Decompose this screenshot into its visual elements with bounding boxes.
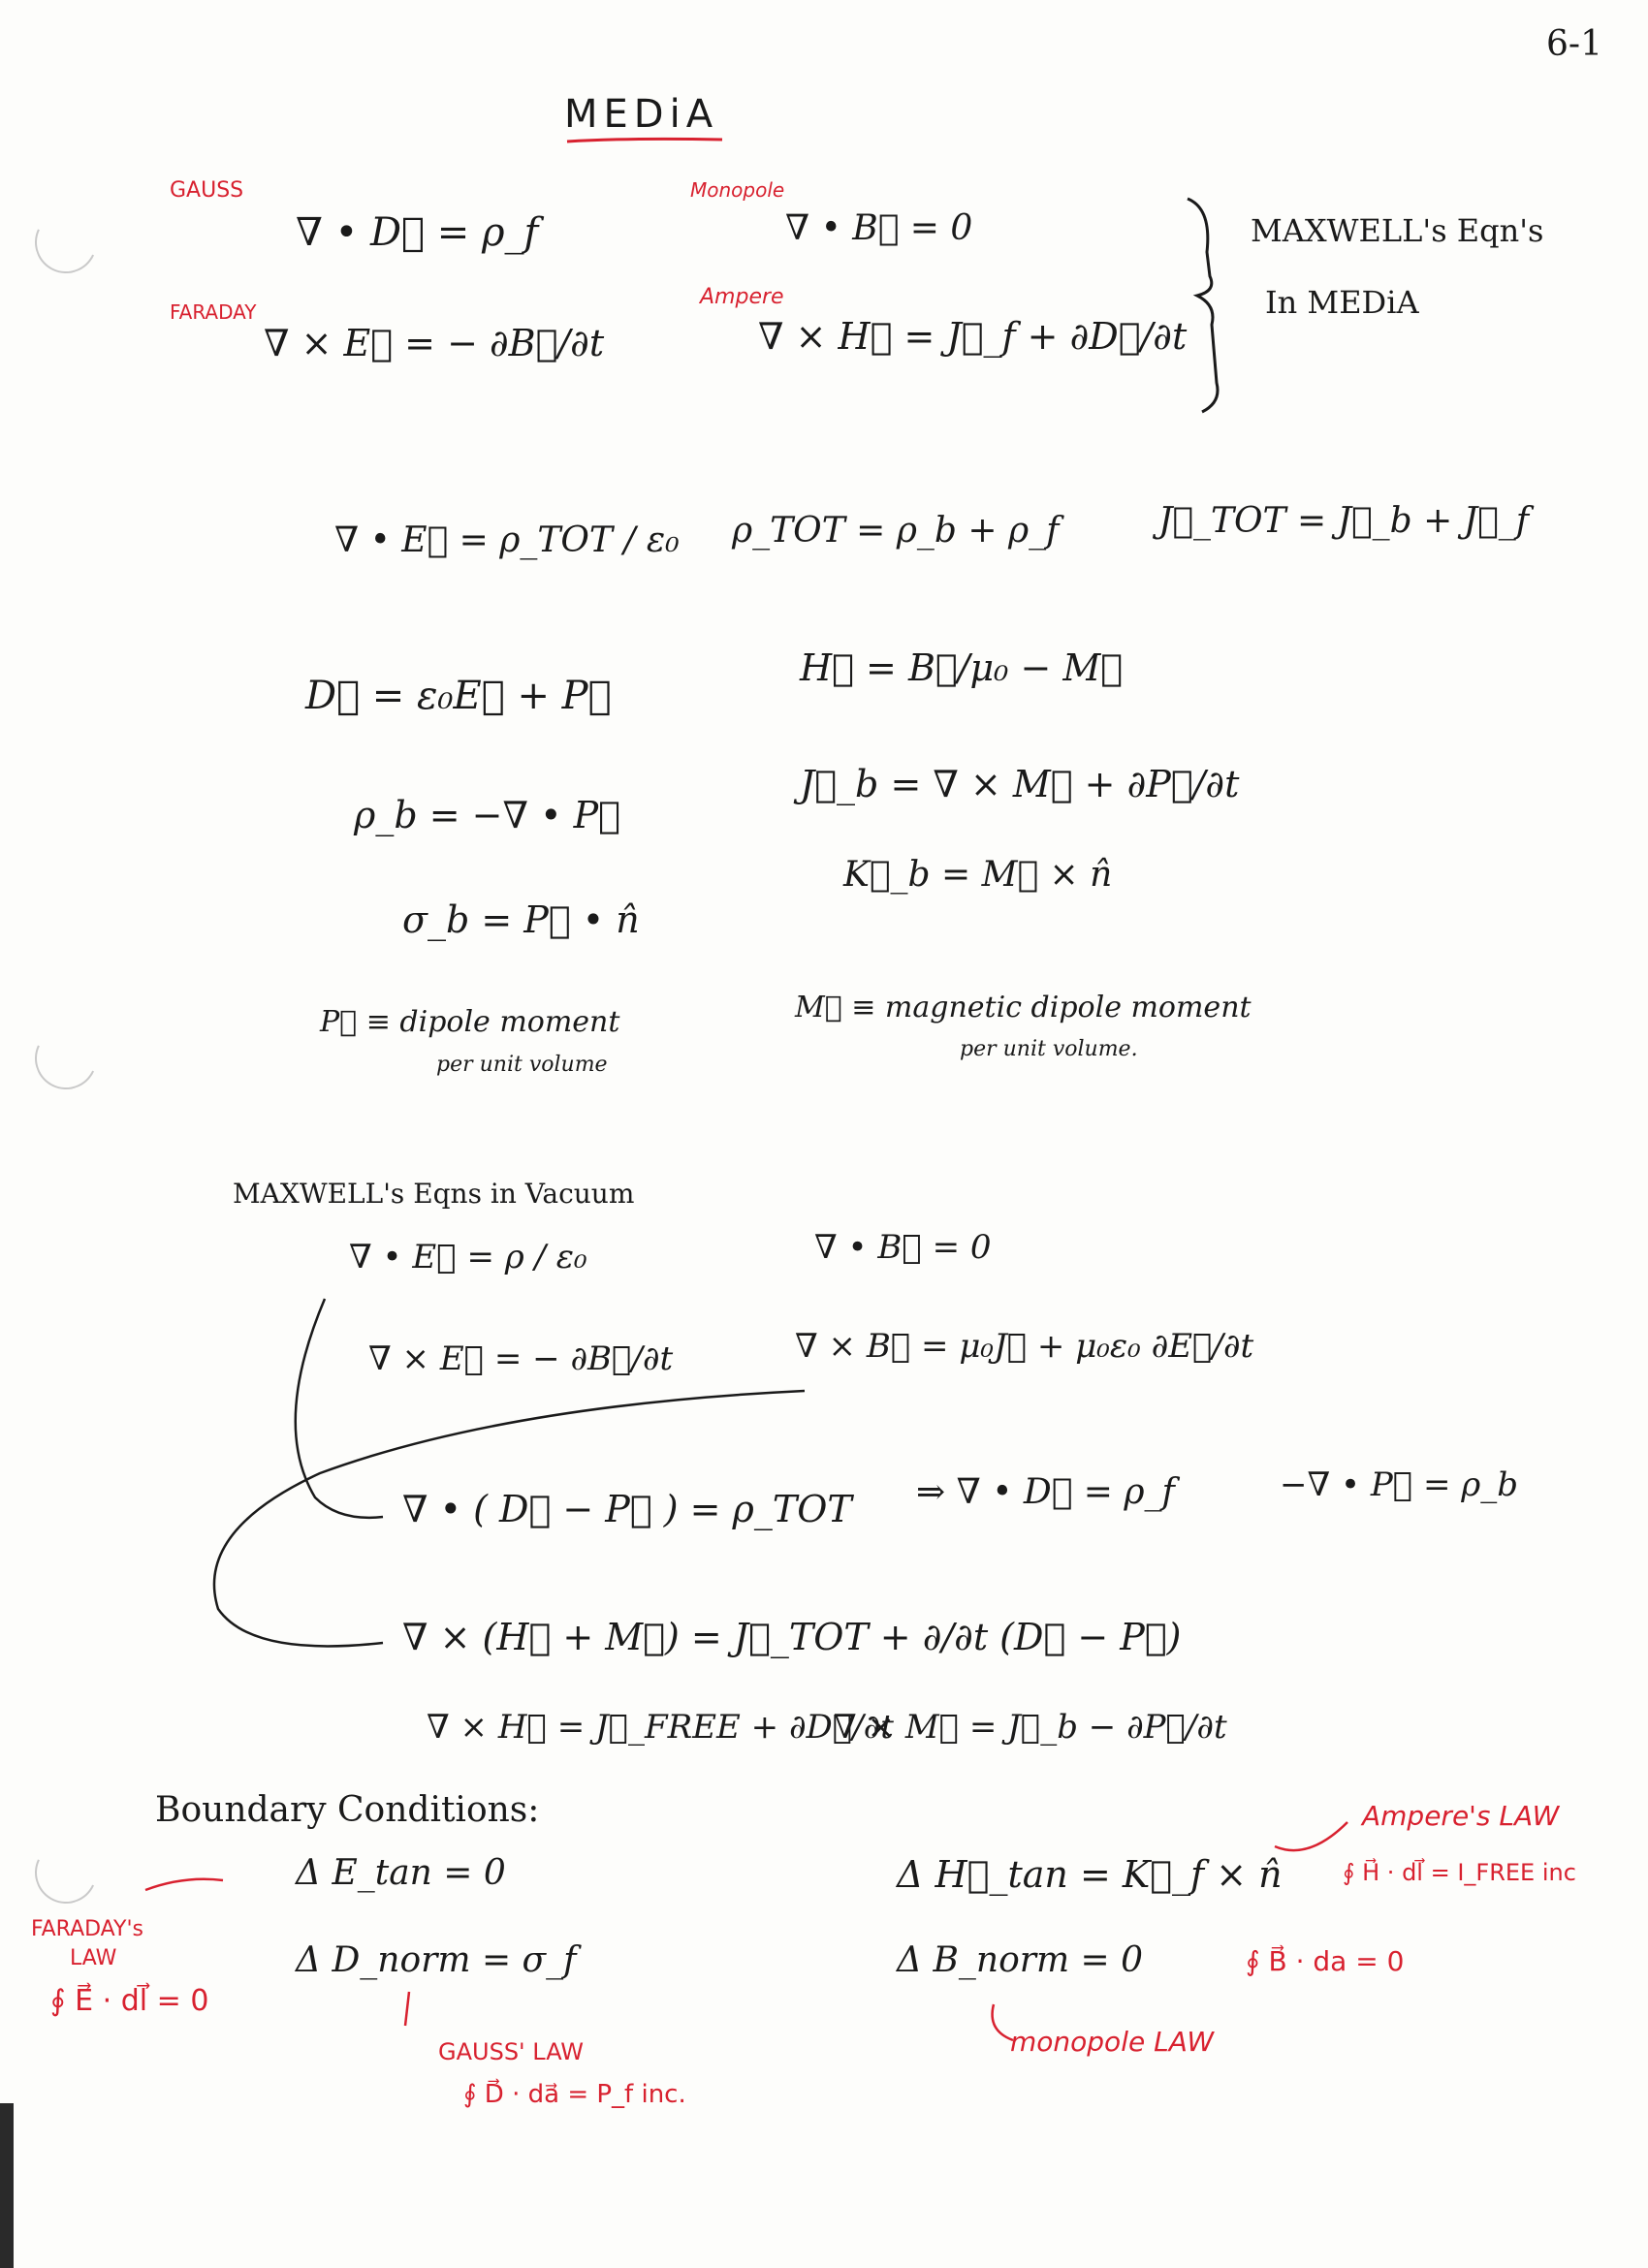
eq-bound-charge: ρ_b = −∇ • P⃗ (354, 794, 620, 836)
bc-d-normal: Δ D_norm = σ_f (296, 1940, 577, 1980)
def-magnetization-line1: M⃗ ≡ magnetic dipole moment (795, 991, 1252, 1024)
vacuum-heading: MAXWELL's Eqns in Vacuum (233, 1178, 635, 1210)
eq-h-definition: H⃗ = B⃗/μ₀ − M⃗ (800, 646, 1124, 689)
bc-b-normal: Δ B_norm = 0 (897, 1940, 1144, 1980)
faraday-law-label-line1: FARADAY's (31, 1917, 143, 1941)
eq-d-definition: D⃗ = ε₀E⃗ + P⃗ (305, 674, 612, 718)
eq-derive-curl-m: ∇ × M⃗ = J⃗_b − ∂P⃗/∂t (834, 1708, 1227, 1747)
faraday-law-label-line2: LAW (70, 1946, 117, 1970)
connector-arrow-faraday (296, 1299, 383, 1518)
eq-derive-gauss-result: ⇒ ∇ • D⃗ = ρ_f (916, 1472, 1175, 1512)
brace-label-line1: MAXWELL's Eqn's (1251, 212, 1544, 249)
def-polarization-line2: per unit volume (436, 1053, 608, 1077)
gauss-law-arrow (405, 1992, 409, 2026)
gauss-law-integral: ∮ D⃗ · da⃗ = P_f inc. (463, 2080, 686, 2109)
eq-ampere-vacuum: ∇ × B⃗ = μ₀J⃗ + μ₀ε₀ ∂E⃗/∂t (795, 1327, 1254, 1366)
ampere-law-integral: ∮ H⃗ · dl⃗ = I_FREE inc (1343, 1859, 1576, 1886)
page-title: MEDiA (564, 92, 719, 137)
eq-faraday-vacuum: ∇ × E⃗ = − ∂B⃗/∂t (368, 1339, 674, 1378)
eq-derive-ampere: ∇ × (H⃗ + M⃗) = J⃗_TOT + ∂/∂t (D⃗ − P⃗) (402, 1616, 1182, 1658)
monopole-law-label: monopole LAW (1010, 2026, 1215, 2058)
eq-rho-total: ρ_TOT = ρ_b + ρ_f (732, 511, 1060, 551)
eq-gauss-vacuum: ∇ • E⃗ = ρ / ε₀ (349, 1238, 587, 1276)
eq-bound-current: J⃗_b = ∇ × M⃗ + ∂P⃗/∂t (800, 763, 1240, 805)
def-magnetization-line2: per unit volume. (960, 1037, 1138, 1061)
label-monopole: Monopole (690, 178, 785, 202)
boundary-heading: Boundary Conditions: (155, 1790, 540, 1830)
title-underline (567, 139, 722, 142)
label-gauss: GAUSS (170, 178, 244, 203)
bc-h-tangential: Δ H⃗_tan = K⃗_f × n̂ (897, 1853, 1283, 1896)
def-polarization-line1: P⃗ ≡ dipole moment (320, 1005, 620, 1039)
eq-bound-surface-charge: σ_b = P⃗ • n̂ (402, 898, 640, 941)
label-ampere: Ampere (700, 285, 784, 309)
eq-bound-surface-current: K⃗_b = M⃗ × n̂ (843, 855, 1113, 895)
page-number: 6-1 (1546, 24, 1602, 64)
faraday-law-integral: ∮ E⃗ · dl⃗ = 0 (50, 1984, 209, 2018)
monopole-law-integral: ∮ B⃗ · da = 0 (1246, 1945, 1405, 1977)
eq-ampere-media: ∇ × H⃗ = J⃗_f + ∂D⃗/∂t (758, 315, 1188, 358)
eq-div-e-total: ∇ • E⃗ = ρ_TOT / ε₀ (334, 520, 680, 560)
eq-monopole-media: ∇ • B⃗ = 0 (785, 208, 973, 248)
eq-monopole-vacuum: ∇ • B⃗ = 0 (814, 1228, 992, 1267)
gauss-law-label: GAUSS' LAW (438, 2038, 585, 2065)
bc-e-tangential: Δ E_tan = 0 (296, 1853, 506, 1893)
ampere-law-label: Ampere's LAW (1362, 1800, 1560, 1832)
eq-derive-gauss: ∇ • ( D⃗ − P⃗ ) = ρ_TOT (402, 1488, 852, 1530)
maxwell-brace (1188, 199, 1218, 412)
faraday-law-arrow (145, 1879, 223, 1890)
ampere-law-arrow (1275, 1822, 1347, 1850)
brace-label-line2: In MEDiA (1265, 284, 1419, 321)
eq-faraday-media: ∇ × E⃗ = − ∂B⃗/∂t (264, 322, 605, 364)
label-faraday: FARADAY (170, 300, 257, 324)
eq-j-total: J⃗_TOT = J⃗_b + J⃗_f (1158, 501, 1530, 541)
eq-derive-bound-charge: −∇ • P⃗ = ρ_b (1280, 1465, 1519, 1504)
eq-gauss-media: ∇ • D⃗ = ρ_f (296, 210, 539, 255)
eq-derive-curl-h: ∇ × H⃗ = J⃗_FREE + ∂D⃗/∂t (427, 1708, 894, 1747)
